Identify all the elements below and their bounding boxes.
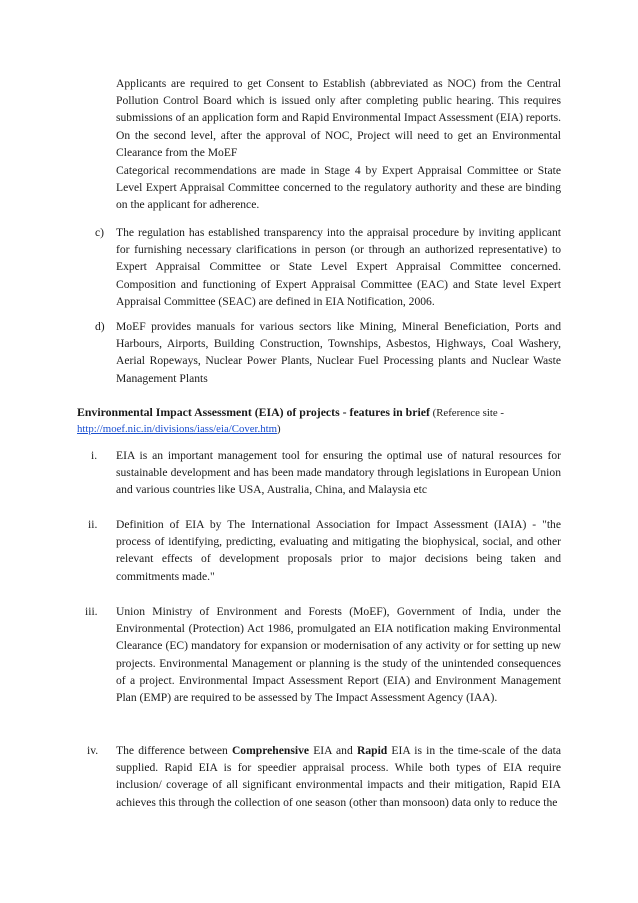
item-iv-text-a: The difference between [116, 744, 232, 757]
item-iv-bold-comprehensive: Comprehensive [231, 744, 310, 757]
item-d-label: d) [95, 320, 105, 333]
intro-paragraph-2: Categorical recommendations are made in Stage 4 by Expert Appraisal Committee or State Level Expert Appraisal Committee concerned to the regulatory authority and these are binding on the applicant for adherence. [116, 164, 561, 212]
item-iii-text: Union Ministry of Environment and Forests (MoEF), Government of India, under the Environmental (Protection) Act 1986, promulgated an EIA notification making Environmental Clearance (EC) mandatory for expansion or modernisation of any activity or for setting up new projects. Environmental Management or planning is the study of the unintended consequences of a project. Environmental Impact Assessment Report (EIA) and Environment Management Plan (EMP) are required to be assessed by The Impact Assessment Agency (IAA). [116, 605, 561, 705]
item-ii-text: Definition of EIA by The International Association for Impact Assessment (IAIA) - "the process of identifying, predicting, evaluating and mitigating the biophysical, social, and other relevant effects of development proposals prior to major decisions being taken and commitments made." [116, 518, 561, 583]
item-ii-label: ii. [88, 518, 98, 531]
item-d-text: MoEF provides manuals for various sectors like Mining, Mineral Beneficiation, Ports and Harbours, Airports, Building Construction, Townships, Asbestos, Highways, Coal Washery, Aerial Ropeways, Nuclear Power Plants, Nuclear Fuel Processing plants and Nuclear Waste Management Plants [116, 320, 561, 385]
reference-suffix: ) [277, 423, 281, 435]
section-heading [77, 404, 567, 437]
item-c-text: The regulation has established transparency into the appraisal procedure by inviting applicant for furnishing necessary clarifications in person (or through an authorized representative) to Expert Appraisal Committee or State Level Expert Appraisal Committee concerned. Composition and functioning of Expert Appraisal Committee (EAC) and State level Expert Appraisal Committee (SEAC) are defined in EIA Notification, 2006. [116, 226, 561, 308]
reference-prefix: (Reference site - [429, 407, 504, 419]
item-i-label: i. [91, 449, 98, 462]
reference-link[interactable]: http://moef.nic.in/divisions/iass/eia/Cover.htm [77, 423, 278, 435]
intro-paragraph-1: Applicants are required to get Consent to Establish (abbreviated as NOC) from the Central Pollution Control Board which is issued only after completing public hearing. This requires submissions of an application form and Rapid Environmental Impact Assessment (EIA) reports. On the second level, after the approval of NOC, Project will need to get an Environmental Clearance from the MoEF [116, 77, 561, 159]
item-iii-label: iii. [85, 605, 98, 618]
item-iv-bold-rapid: Rapid [356, 744, 388, 757]
item-i-text: EIA is an important management tool for ensuring the optimal use of natural resources for sustainable development and has been made mandatory through legislations in European Union and various countries like USA, Australia, China, and Malaysia etc [116, 449, 561, 497]
item-c-label: c) [95, 226, 105, 239]
section-title: Environmental Impact Assessment (EIA) of projects - features in brief [77, 405, 430, 419]
item-iv-text [116, 742, 561, 811]
item-iv-text-c: EIA is in the time-scale of the data supplied. Rapid EIA is for speedier appraisal process. While both types of EIA require inclusion/ coverage of all significant environmental impacts and their mitigation, Rapid EIA achieves this through the collection of one season (other than monsoon) data only to reduce the [116, 744, 561, 809]
item-iv-label: iv. [87, 744, 99, 757]
item-iv-text-b: EIA and [309, 744, 357, 757]
